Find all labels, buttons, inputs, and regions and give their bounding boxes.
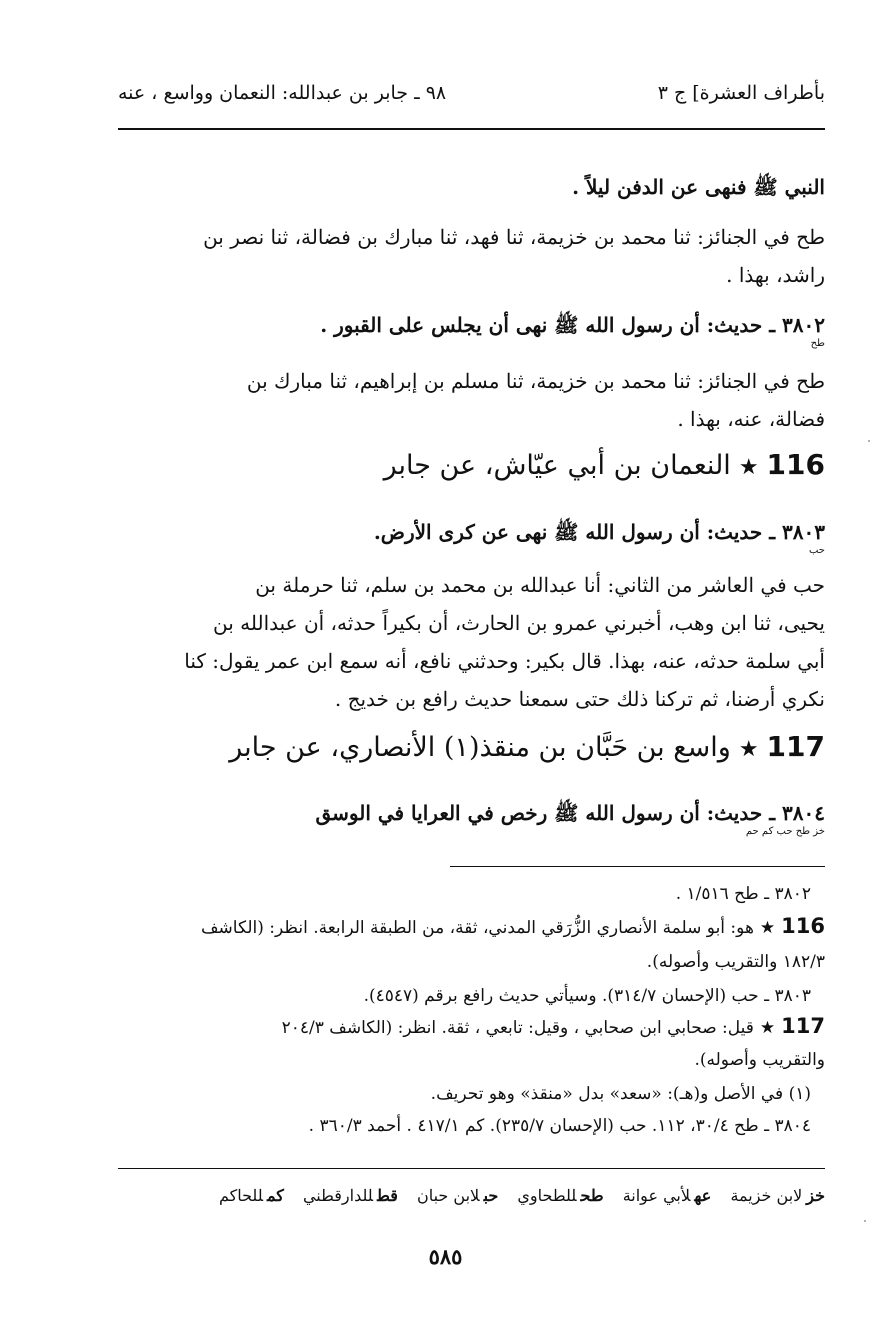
abbreviation-item: كمللحاكم: [218, 1186, 284, 1205]
abbreviation-item: قطللدارقطني: [302, 1186, 398, 1205]
footnote-number: 117: [781, 1014, 825, 1038]
footnote-line: والتقريب وأصوله).: [694, 1050, 825, 1070]
footnote-line: ٣٨٠٢ ـ طح ١/٥١٦ .: [675, 884, 811, 904]
narrator-title: النعمان بن أبي عيّاش، عن جابر: [383, 450, 731, 481]
footnote-text: قيل: صحابي ابن صحابي ، وقيل: تابعي ، ثقة. انظر: (الكاشف ٢٠٤/٣: [281, 1018, 754, 1038]
footnote-line: ٣٨٠٤ ـ طح ٣٠/٤، ١١٢. حب (الإحسان ٢٣٥/٧). كم ٤١٧/١ . أحمد ٣٦٠/٣ .: [308, 1116, 811, 1136]
star-icon: ★: [759, 918, 776, 938]
narrator-title: واسع بن حَبَّان بن منقذ(١) الأنصاري، عن جابر: [229, 732, 731, 763]
running-header: [118, 82, 825, 112]
text-line: نكري أرضنا، ثم تركنا ذلك حتى سمعنا حديث رافع بن خديج .: [334, 687, 825, 711]
abbreviation-item: طحللطحاوي: [517, 1186, 604, 1205]
text-line: طح في الجنائز: ثنا محمد بن خزيمة، ثنا مسلم بن إبراهيم، ثنا مبارك بن: [246, 369, 825, 393]
text-line: النبي ﷺ فنهى عن الدفن ليلاً .: [572, 175, 825, 199]
footnote-line: (١) في الأصل و(هـ): «سعد» بدل «منقذ» وهو تحريف.: [430, 1084, 811, 1104]
footnote-number: 116: [781, 914, 825, 938]
footnote-text: هو: أبو سلمة الأنصاري الزُّرَقي المدني، ثقة، من الطبقة الرابعة. انظر: (الكاشف: [200, 918, 754, 938]
footnote-line: ١٨٢/٣ والتقريب وأصوله).: [646, 952, 825, 972]
star-icon: ★: [759, 1018, 776, 1038]
abbreviation-item: حبلابن حبان: [416, 1186, 499, 1205]
abbreviation-item: خزلابن خزيمة: [730, 1186, 825, 1205]
header-book-title: بأطراف العشرة] ج ٣: [657, 82, 825, 104]
text-line: راشد، بهذا .: [726, 263, 825, 287]
header-rule: [118, 128, 825, 130]
hadith-heading: ٣٨٠٢ ـ حديث: أن رسول الله ﷺ نهى أن يجلس على القبور .: [320, 313, 825, 337]
narrator-number: 117: [766, 730, 825, 763]
abbreviations-rule: [118, 1168, 825, 1169]
footnote-line: [118, 910, 825, 945]
star-icon: ★: [738, 455, 759, 480]
narrator-heading: [300, 448, 825, 481]
star-icon: ★: [738, 737, 759, 762]
footnote-line: [118, 1010, 825, 1045]
source-symbols: طح: [810, 338, 825, 349]
hadith-heading: ٣٨٠٣ ـ حديث: أن رسول الله ﷺ نهى عن كرى الأرض.: [373, 520, 825, 544]
source-symbols: خز طح حب كم حم: [745, 826, 825, 837]
speck-mark: [868, 440, 870, 442]
text-line: فضالة، عنه، بهذا .: [677, 407, 825, 431]
footnote-line: ٣٨٠٣ ـ حب (الإحسان ٣١٤/٧). وسيأتي حديث رافع برقم (٤٥٤٧).: [363, 986, 811, 1006]
narrator-heading: [230, 730, 825, 763]
text-line: أبي سلمة حدثه، عنه، بهذا. قال بكير: وحدثني نافع، أنه سمع ابن عمر يقول: كنا: [184, 649, 825, 673]
hadith-heading: ٣٨٠٤ ـ حديث: أن رسول الله ﷺ رخص في العرايا في الوسق: [315, 801, 825, 825]
page-number: ٥٨٥: [428, 1244, 463, 1269]
speck-mark: [864, 1220, 866, 1222]
abbreviation-item: عهلأبي عوانة: [622, 1186, 712, 1205]
narrator-number: 116: [766, 448, 825, 481]
text-line: يحيى، ثنا ابن وهب، أخبرني عمرو بن الحارث، أن بكيراً حدثه، أن عبدالله بن: [212, 611, 825, 635]
abbreviations-legend: [118, 1186, 825, 1205]
text-line: طح في الجنائز: ثنا محمد بن خزيمة، ثنا فهد، ثنا مبارك بن فضالة، ثنا نصر بن: [203, 225, 825, 249]
source-symbols: حب: [808, 545, 825, 556]
header-chapter-title: ٩٨ ـ جابر بن عبدالله: النعمان وواسع ، عنه: [118, 82, 447, 104]
footnote-rule: [450, 866, 825, 867]
text-line: حب في العاشر من الثاني: أنا عبدالله بن محمد بن سلم، ثنا حرملة بن: [255, 573, 825, 597]
